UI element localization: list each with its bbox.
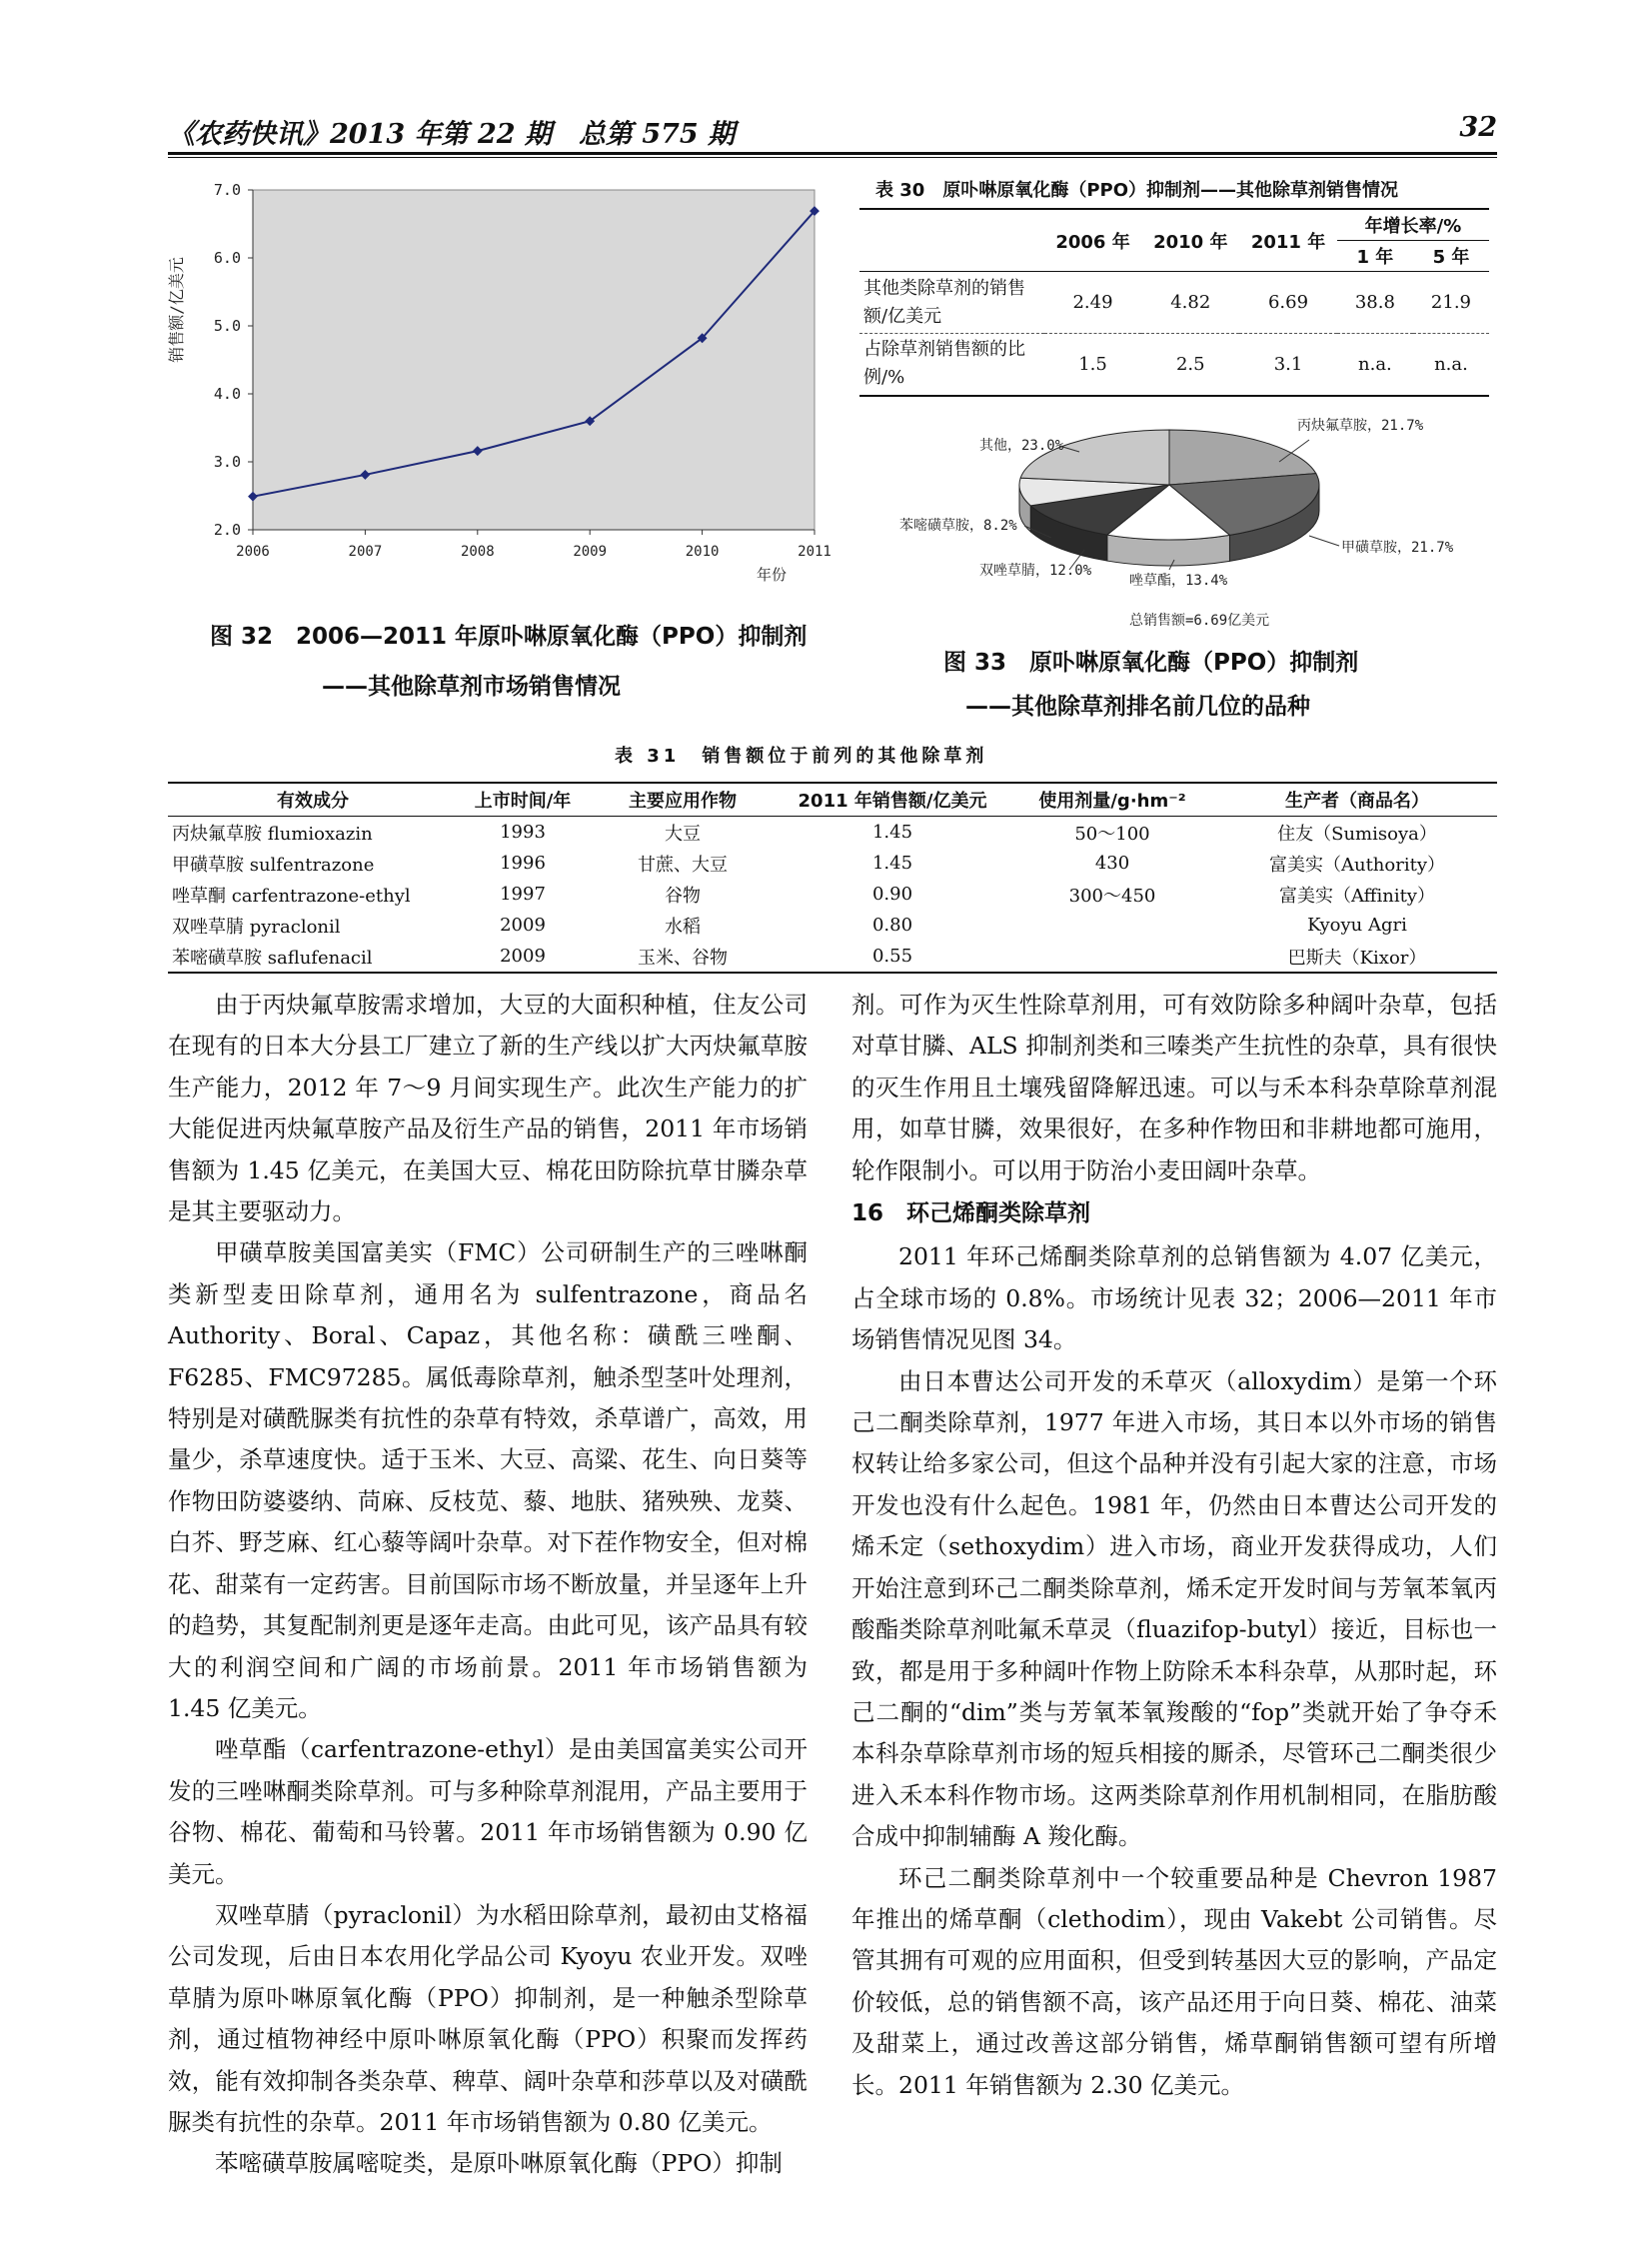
- table-cell: 430: [1094, 853, 1130, 874]
- table-cell: 38.8: [1354, 292, 1395, 313]
- page-number: 32: [1459, 112, 1497, 143]
- table-cell: 1.5: [1078, 353, 1107, 375]
- paragraph: 环己二酮类除草剂中一个较重要品种是 Chevron 1987 年推出的烯草酮（clethodim），现由 Vakebt 公司销售。尽管其拥有可观的应用面积，但受到转基因大豆的影响，产品定价较低，总的销售额不高，该产品还用于向日葵、棉花、油菜及甜菜上，通过改善这部分销售，烯草酮销售额可望有所增长。2011 年销售额为 2.30 亿美元。: [851, 1863, 1497, 2099]
- table-row: [168, 941, 1497, 973]
- table-30-caption: 表 30 原卟啉原氧化酶（PPO）抑制剂——其他除草剂销售情况: [875, 180, 1398, 201]
- table-30-header: 年增长率/%: [1337, 209, 1489, 241]
- table-cell: 0.90: [871, 884, 913, 905]
- table-cell: n.a.: [1434, 353, 1468, 375]
- table-30-header: 2006 年: [1055, 231, 1130, 253]
- table-30-row-label: 占除草剂销售额的比例/%: [863, 339, 1025, 389]
- x-tick-label: 2007: [348, 544, 383, 560]
- table-row: [859, 334, 1489, 396]
- table-31-header: 上市时间/年: [458, 783, 588, 817]
- table-cell: Kyoyu Agri: [1307, 915, 1407, 936]
- table-cell: 苯嘧磺草胺 saflufenacil: [172, 947, 373, 969]
- table-cell: 甘蔗、大豆: [638, 854, 728, 876]
- paragraph: 苯嘧磺草胺属嘧啶类，是原卟啉原氧化酶（PPO）抑制: [215, 2149, 783, 2178]
- journal-title: 《农药快讯》2013 年第 22 期 总第 575 期: [168, 119, 736, 150]
- pie-total: 总销售额=6.69亿美元: [1129, 613, 1270, 629]
- table-cell: 21.9: [1430, 292, 1471, 313]
- paragraph: 双唑草腈（pyraclonil）为水稻田除草剂，最初由艾格福公司发现，后由日本农用化学品公司 Kyoyu 农业开发。双唑草腈为原卟啉原氧化酶（PPO）抑制剂，是一种触杀型除草剂，通过植物神经中原卟啉原氧化酶（PPO）积聚而发挥药效，能有效抑制各类杂草、稗草、阔叶杂草和莎草以及对磺酰脲类有抗性的杂草。2011 年市场销售额为 0.80 亿美元。: [168, 1900, 808, 2136]
- table-cell: 甲磺草胺 sulfentrazone: [172, 854, 375, 876]
- pie-label-flumioxazin-a: 丙炔氟草胺，21.7%: [1297, 418, 1424, 434]
- leader-line: [1309, 536, 1339, 546]
- table-30-subheader: 1 年: [1356, 247, 1394, 268]
- table-30-header: 2011 年: [1250, 231, 1326, 253]
- table-cell: 1.45: [871, 822, 913, 843]
- pie-label-carfentrazone: 唑草酯，13.4%: [1129, 573, 1228, 589]
- pie-label-sulfentrazone: 甲磺草胺，21.7%: [1341, 540, 1454, 556]
- figure-33-pie-chart: [879, 400, 1479, 640]
- table-cell: 2.49: [1072, 292, 1113, 313]
- table-30-header: 2010 年: [1153, 231, 1228, 253]
- table-cell: 0.55: [871, 946, 913, 967]
- plot-area: [253, 190, 815, 530]
- table-cell: 300～450: [1068, 885, 1156, 907]
- table-cell: 富美实（Authority）: [1268, 854, 1446, 876]
- figure-32-caption-line1: 图 32 2006—2011 年原卟啉原氧化酶（PPO）抑制剂: [210, 624, 808, 650]
- x-tick-label: 2006: [236, 544, 270, 560]
- pie-label-pyraclonil: 双唑草腈，12.0%: [979, 563, 1092, 579]
- y-tick-label: 4.0: [213, 385, 241, 403]
- figure-33-caption-line2: ——其他除草剂排名前几位的品种: [965, 694, 1310, 720]
- table-cell: 唑草酮 carfentrazone-ethyl: [172, 885, 411, 907]
- paragraph-continued: 剂。可作为灭生性除草剂用，可有效防除多种阔叶杂草，包括对草甘膦、ALS 抑制剂类和三嗪类产生抗性的杂草，具有很快的灭生作用且土壤残留降解迅速。可以与禾本科杂草除草剂混用，如草甘膦，效果很好，在多种作物田和非耕地都可施用，轮作限制小。可以用于防治小麦田阔叶杂草。: [851, 991, 1497, 1184]
- y-tick-label: 7.0: [213, 181, 241, 199]
- figure-32-line-chart: [160, 180, 849, 600]
- table-row: [859, 272, 1489, 334]
- table-30-row-label: 其他类除草剂的销售额/亿美元: [863, 277, 1025, 327]
- table-cell: 1993: [500, 822, 546, 843]
- table-cell: 大豆: [665, 823, 701, 845]
- table-row: [168, 817, 1497, 849]
- paragraph: 2011 年环己烯酮类除草剂的总销售额为 4.07 亿美元，占全球市场的 0.8%。市场统计见表 32；2006—2011 年市场销售情况见图 34。: [851, 1242, 1497, 1354]
- table-cell: 50～100: [1074, 823, 1150, 845]
- table-31-header: 有效成分: [168, 783, 458, 817]
- table-31-caption: 表 31 销售额位于前列的其他除草剂: [615, 746, 988, 767]
- y-tick-label: 6.0: [213, 249, 241, 267]
- y-tick-label: 3.0: [213, 453, 241, 471]
- paragraph: 唑草酯（carfentrazone-ethyl）是由美国富美实公司开发的三唑啉酮类除草剂。可与多种除草剂混用，产品主要用于谷物、棉花、葡萄和马铃薯。2011 年市场销售额为 0.90 亿美元。: [168, 1735, 808, 1888]
- table-cell: 6.69: [1267, 292, 1309, 313]
- table-cell: 水稻: [665, 916, 701, 938]
- section-16-heading: 16 环己烯酮类除草剂: [851, 1200, 1091, 1227]
- header-rule-thin: [168, 157, 1497, 158]
- table-cell: 1996: [500, 853, 546, 874]
- table-cell: 双唑草腈 pyraclonil: [172, 916, 341, 938]
- table-row: [168, 848, 1497, 879]
- table-cell: 4.82: [1170, 292, 1211, 313]
- table-cell: 富美实（Affinity）: [1279, 885, 1435, 907]
- table-30-subheader: 5 年: [1432, 247, 1470, 268]
- table-cell: 2009: [500, 915, 546, 936]
- x-tick-label: 2008: [460, 544, 495, 560]
- table-31-header: 主要应用作物: [588, 783, 778, 817]
- table-31-header: 生产者（商品名）: [1217, 783, 1497, 817]
- table-30: [859, 208, 1489, 397]
- table-cell: 巴斯夫（Kixor）: [1287, 947, 1427, 969]
- table-cell: 1997: [500, 884, 546, 905]
- table-cell: 0.80: [871, 915, 913, 936]
- table-cell: 2009: [500, 946, 546, 967]
- y-tick-label: 2.0: [213, 521, 241, 539]
- table-cell: 2.5: [1175, 353, 1205, 375]
- body-column-left: [168, 985, 808, 2185]
- table-30-corner: [859, 209, 1044, 272]
- x-axis-label: 年份: [756, 566, 788, 584]
- x-tick-label: 2010: [685, 544, 720, 560]
- figure-33-caption-line1: 图 33 原卟啉原氧化酶（PPO）抑制剂: [943, 650, 1359, 676]
- table-row: [168, 879, 1497, 910]
- paragraph: 甲磺草胺美国富美实（FMC）公司研制生产的三唑啉酮类新型麦田除草剂，通用名为 sulfentrazone，商品名 Authority、Boral、Capaz，其他名称：磺酰三唑酮、F6285、FMC97285。属低毒除草剂，触杀型茎叶处理剂，特别是对磺酰脲类有抗性的杂草有特效，杀草谱广，高效，用量少，杀草速度快。适于玉米、大豆、高粱、花生、向日葵等作物田防婆婆纳、苘麻、反枝苋、藜、地肤、猪殃殃、龙葵、白芥、野芝麻、红心藜等阔叶杂草。对下茬作物安全，但对棉花、甜菜有一定药害。目前国际市场不断放量，并呈逐年上升的趋势，其复配制剂更是逐年走高。由此可见，该产品具有较大的利润空间和广阔的市场前景。2011 年市场销售额为 1.45 亿美元。: [168, 1238, 808, 1722]
- body-column-right: [851, 985, 1497, 2106]
- table-row: [168, 910, 1497, 941]
- paragraph: 由日本曹达公司开发的禾草灭（alloxydim）是第一个环己二酮类除草剂，1977 年进入市场，其日本以外市场的销售权转让给多家公司，但这个品种并没有引起大家的注意，市场开发也没有什么起色。1981 年，仍然由日本曹达公司开发的烯禾定（sethoxydim）进入市场，商业开发获得成功，人们开始注意到环己二酮类除草剂，烯禾定开发时间与芳氧苯氧丙酸酯类除草剂吡氟禾草灵（fluazifop-butyl）接近，目标也一致，都是用于多种阔叶作物上防除禾本科杂草，从那时起，环己二酮的“dim”类与芳氧苯氧羧酸的“fop”类就开始了争夺禾本科杂草除草剂市场的短兵相接的厮杀，尽管环己二酮类很少进入禾本科作物市场。这两类除草剂作用机制相同，在脂肪酸合成中抑制辅酶 A 羧化酶。: [851, 1366, 1497, 1851]
- table-31-header: 2011 年销售额/亿美元: [778, 783, 1007, 817]
- table-cell: 住友（Sumisoya）: [1277, 823, 1437, 845]
- figure-32-caption-line2: ——其他除草剂市场销售情况: [322, 674, 621, 700]
- header-rule: [168, 152, 1497, 155]
- y-axis-label: 销售额/亿美元: [167, 257, 186, 363]
- table-31: [168, 782, 1497, 974]
- pie-label-saflufenacil: 苯嘧磺草胺，8.2%: [899, 518, 1017, 534]
- table-cell: [1007, 941, 1217, 973]
- table-cell: [1007, 910, 1217, 941]
- table-cell: 丙炔氟草胺 flumioxazin: [172, 823, 373, 845]
- table-cell: n.a.: [1358, 353, 1392, 375]
- table-cell: 玉米、谷物: [638, 947, 728, 969]
- table-cell: 1.45: [871, 853, 913, 874]
- table-cell: 3.1: [1273, 353, 1303, 375]
- y-tick-label: 5.0: [213, 317, 241, 335]
- running-header: [168, 112, 1497, 152]
- x-tick-label: 2011: [798, 544, 831, 560]
- table-31-header: 使用剂量/g·hm⁻²: [1007, 783, 1217, 817]
- pie-label-other: 其他，23.0%: [979, 438, 1064, 454]
- x-tick-label: 2009: [573, 544, 608, 560]
- table-cell: 谷物: [665, 885, 701, 907]
- paragraph: 由于丙炔氟草胺需求增加，大豆的大面积种植，住友公司在现有的日本大分县工厂建立了新的生产线以扩大丙炔氟草胺生产能力，2012 年 7～9 月间实现生产。此次生产能力的扩大能促进丙炔氟草胺产品及衍生产品的销售，2011 年市场销售额为 1.45 亿美元，在美国大豆、棉花田防除抗草甘膦杂草是其主要驱动力。: [168, 991, 808, 1226]
